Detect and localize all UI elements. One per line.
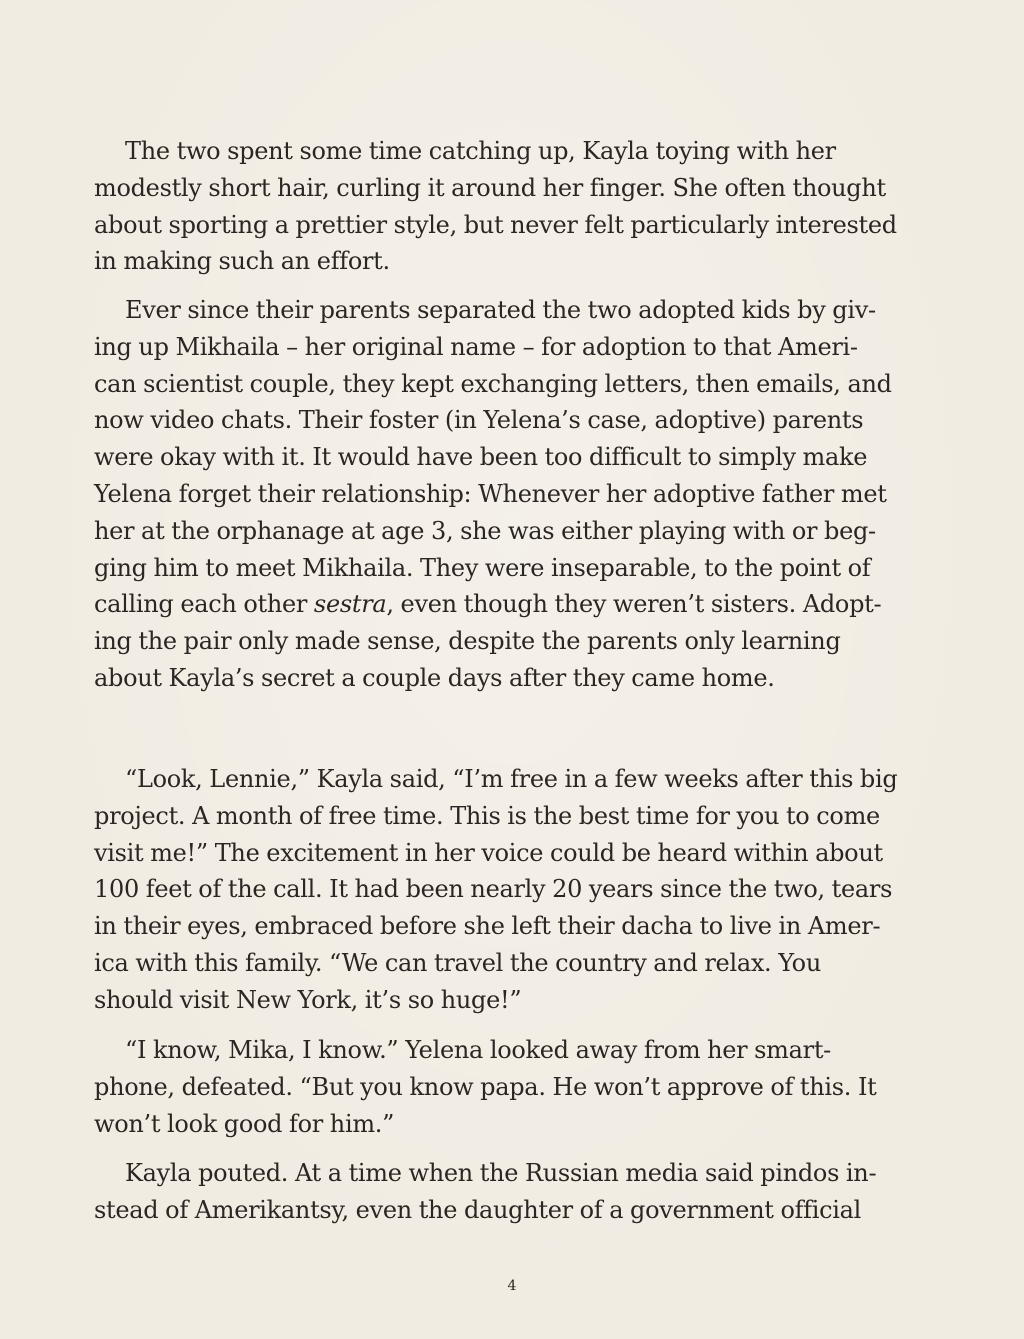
text-segment: , even though they weren’t sisters. Adopt- (386, 590, 882, 619)
text-line: visit me!” The excitement in her voice could be heard within about (94, 838, 883, 867)
text-line: about Kayla’s secret a couple days after they came home. (94, 663, 775, 692)
text-line: should visit New York, it’s so huge!” (94, 985, 522, 1014)
text-line: Ever since their parents separated the two adopted kids by giv- (125, 296, 876, 324)
text-line: in making such an effort. (94, 247, 390, 276)
text-line (94, 586, 930, 623)
text-line: “I know, Mika, I know.” Yelena looked away from her smart- (125, 1036, 831, 1064)
text-line: ing the pair only made sense, despite the parents only learning (94, 627, 841, 656)
text-line: were okay with it. It would have been too difficult to simply make (94, 443, 868, 472)
text-line: won’t look good for him.” (94, 1109, 395, 1138)
paragraph-adoption (94, 292, 930, 697)
page-number: 4 (507, 1278, 517, 1294)
paragraph-dialogue-kayla (94, 761, 930, 1019)
text-line: ging him to meet Mikhaila. They were inseparable, to the point of (94, 553, 871, 582)
text-line: ica with this family. “We can travel the country and relax. You (94, 948, 821, 977)
text-line: Yelena forget their relationship: Whenever her adoptive father met (94, 479, 887, 508)
text-segment: calling each other (94, 590, 314, 619)
text-line: stead of Amerikantsy, even the daughter of a government official (94, 1195, 862, 1224)
paragraph-kayla-pouted (94, 1155, 930, 1229)
text-line: ing up Mikhaila – her original name – for adoption to that Ameri- (94, 332, 858, 361)
italic-word: sestra (313, 590, 387, 619)
text-line: The two spent some time catching up, Kayla toying with her (125, 137, 836, 165)
paragraph-dialogue-yelena (94, 1032, 930, 1142)
text-line: “Look, Lennie,” Kayla said, “I’m free in a few weeks after this big (125, 765, 898, 793)
text-line: can scientist couple, they kept exchanging letters, then emails, and (94, 369, 892, 398)
paragraph-catching-up (94, 133, 930, 280)
text-line: about sporting a prettier style, but never felt particularly interested (94, 210, 897, 239)
text-line: in their eyes, embraced before she left their dacha to live in Amer- (94, 912, 881, 941)
text-line: her at the orphanage at age 3, she was either playing with or beg- (94, 516, 876, 545)
text-line: 100 feet of the call. It had been nearly 20 years since the two, tears (94, 875, 893, 904)
text-line: phone, defeated. “But you know papa. He won’t approve of this. It (94, 1072, 877, 1101)
text-line: Kayla pouted. At a time when the Russian media said pindos in- (125, 1159, 877, 1187)
text-line: modestly short hair, curling it around her finger. She often thought (94, 173, 886, 202)
text-line: project. A month of free time. This is the best time for you to come (94, 801, 880, 830)
text-line: now video chats. Their foster (in Yelena’s case, adoptive) parents (94, 406, 864, 435)
